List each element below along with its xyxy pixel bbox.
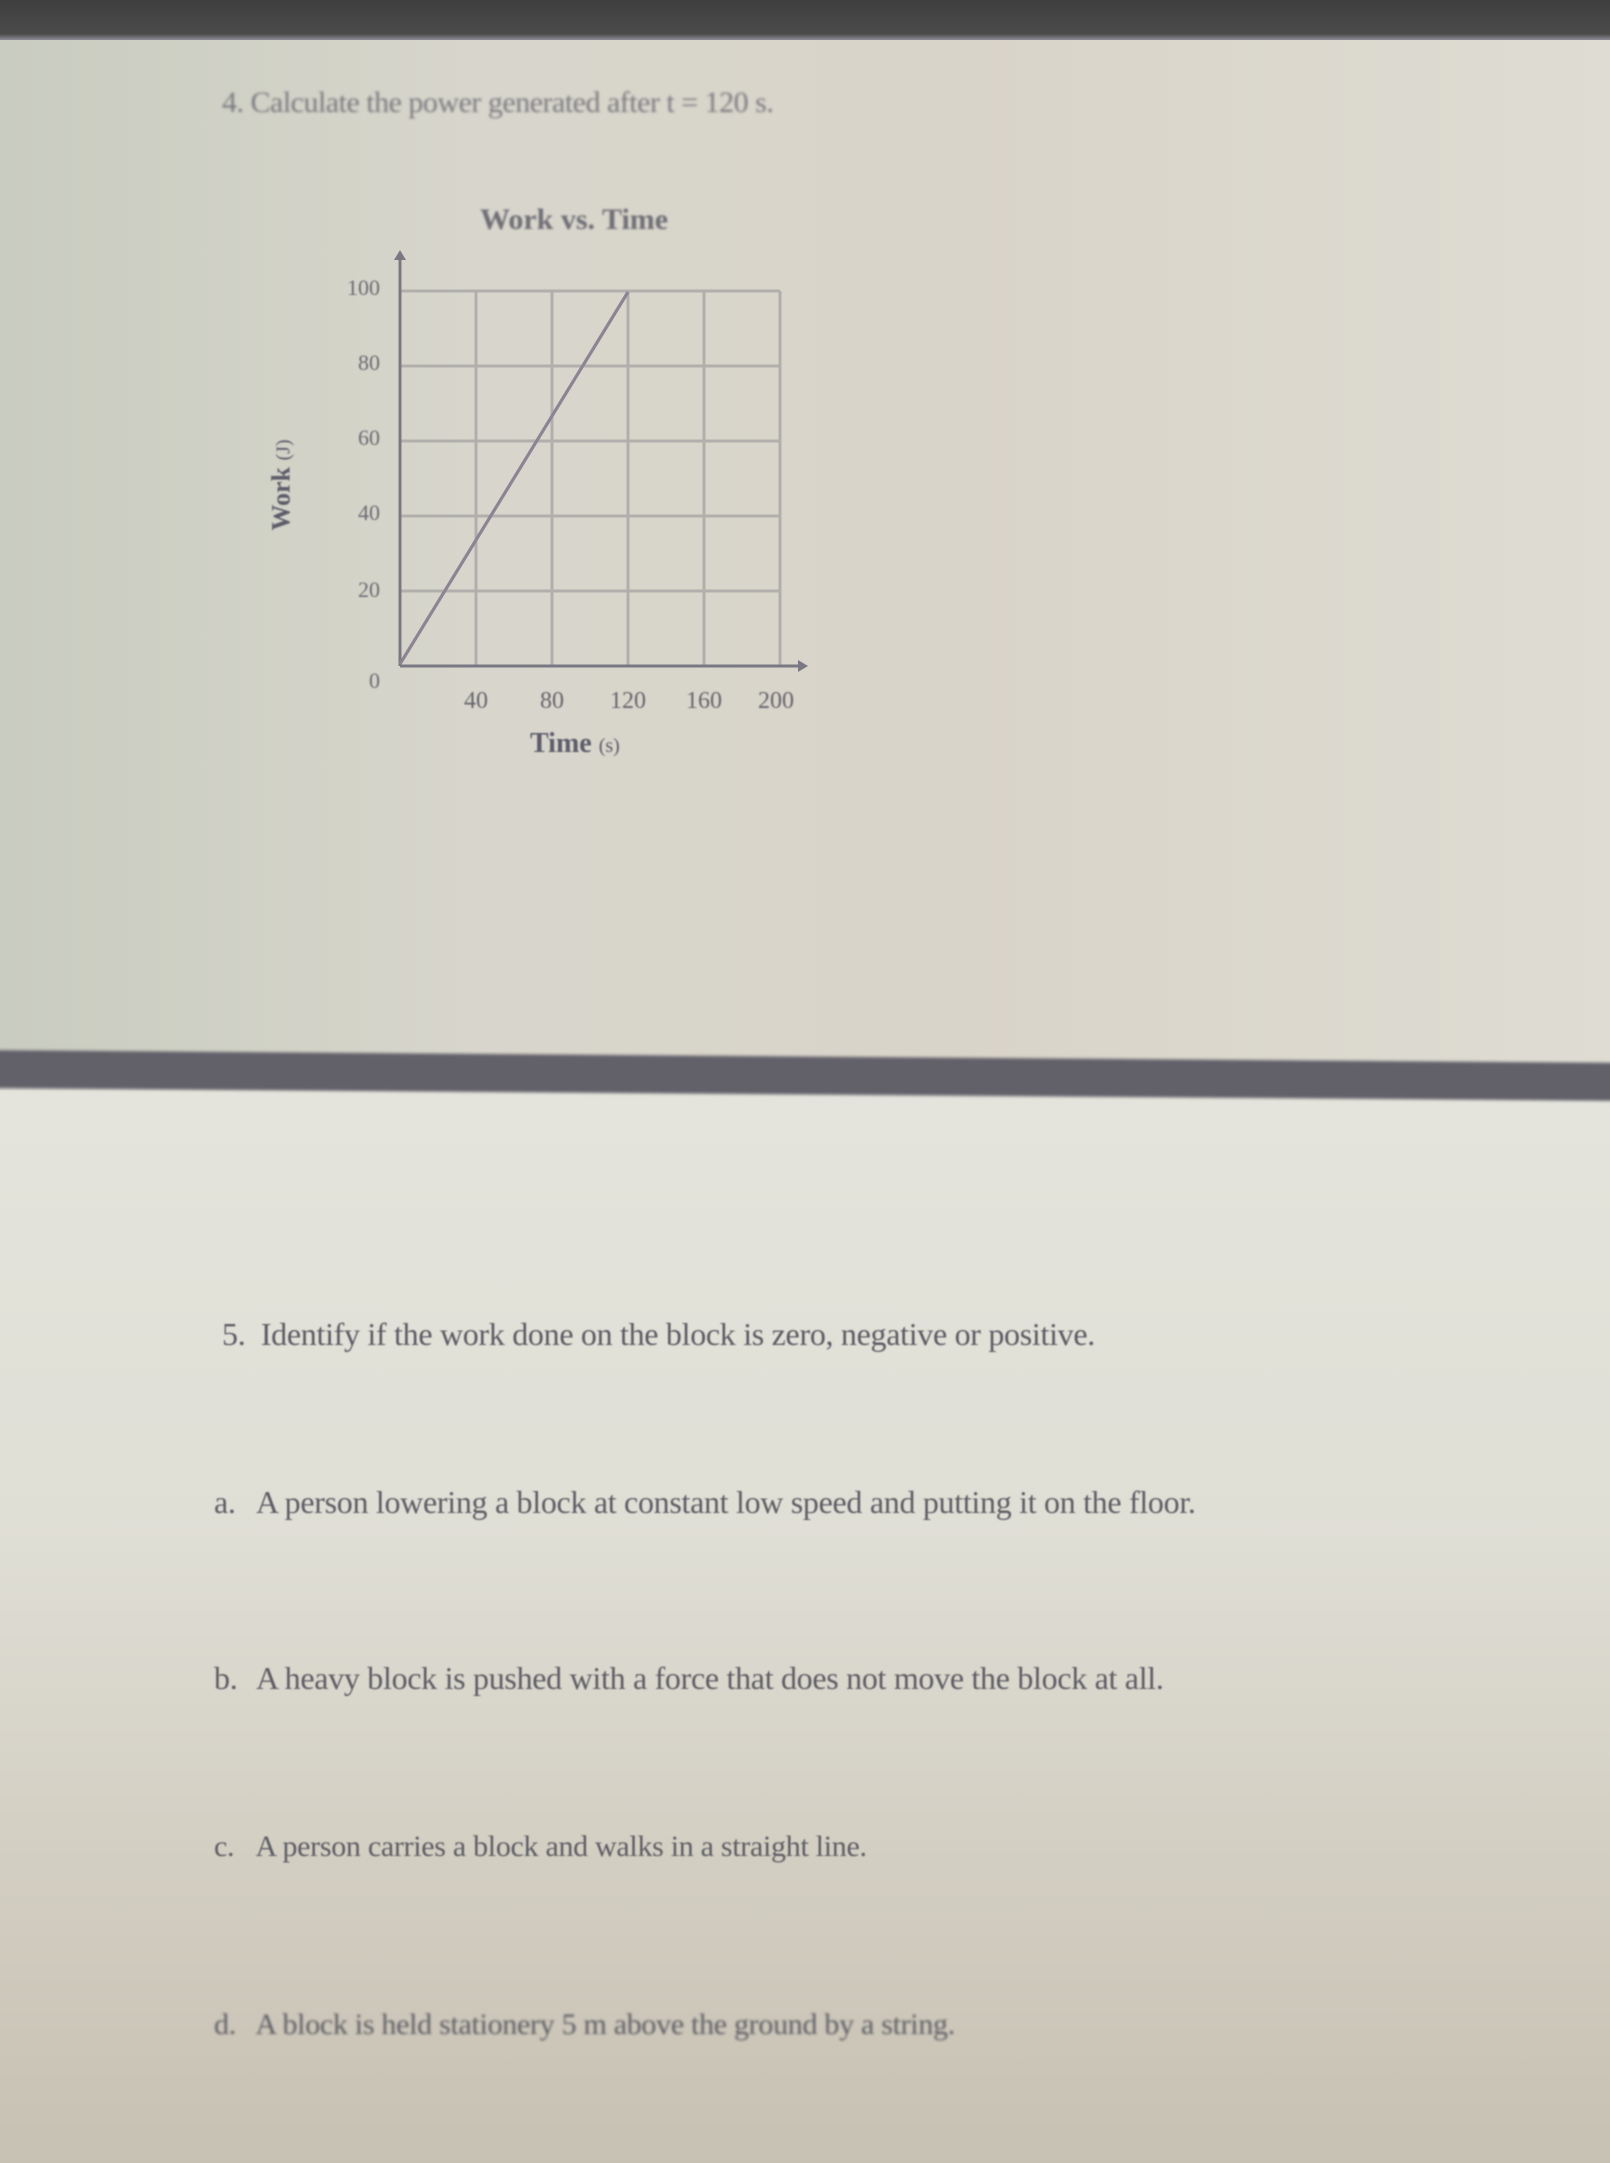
item-text: A block is held stationery 5 m above the ground by a string. bbox=[255, 2008, 955, 2041]
x-tick-120: 120 bbox=[610, 688, 646, 714]
y-tick-60: 60 bbox=[358, 425, 380, 450]
question-5-text: Identify if the work done on the block is zero, negative or positive. bbox=[260, 1316, 1095, 1352]
y-tick-40: 40 bbox=[358, 500, 380, 525]
x-tick-160: 160 bbox=[686, 688, 722, 714]
question-5 bbox=[222, 1316, 1095, 1353]
chart-title: Work vs. Time bbox=[480, 203, 669, 236]
item-label: b. bbox=[214, 1660, 238, 1696]
y-tick-20: 20 bbox=[358, 577, 380, 602]
grid-lines bbox=[400, 291, 780, 666]
work-line bbox=[400, 292, 628, 664]
question-5-item-a bbox=[214, 1484, 1196, 1521]
y-axis-label bbox=[267, 439, 297, 530]
y-tick-0: 0 bbox=[369, 668, 380, 693]
worksheet-page-lower bbox=[0, 1090, 1610, 2163]
item-text: A heavy block is pushed with a force that does not move the block at all. bbox=[255, 1660, 1164, 1696]
x-tick-40: 40 bbox=[464, 688, 488, 714]
axes bbox=[400, 258, 798, 666]
y-axis-unit: (J) bbox=[272, 439, 295, 461]
x-axis-title: Time bbox=[530, 728, 592, 759]
y-tick-100: 100 bbox=[347, 275, 380, 300]
question-5-item-b bbox=[214, 1660, 1164, 1697]
x-axis-label bbox=[530, 728, 620, 760]
question-4-number: 4. bbox=[222, 86, 244, 119]
x-tick-200: 200 bbox=[758, 688, 794, 714]
question-4-text: Calculate the power generated after t = 120 s. bbox=[250, 86, 774, 119]
y-axis-title: Work bbox=[266, 467, 296, 531]
y-tick-80: 80 bbox=[358, 350, 380, 375]
x-axis-unit: (s) bbox=[598, 735, 620, 757]
chart-plot-area bbox=[0, 0, 1610, 800]
y-axis-arrow-icon bbox=[394, 250, 406, 260]
item-label: c. bbox=[214, 1830, 235, 1863]
item-label: a. bbox=[214, 1484, 236, 1520]
x-tick-80: 80 bbox=[540, 688, 564, 714]
question-5-item-c bbox=[214, 1830, 867, 1864]
item-text: A person carries a block and walks in a straight line. bbox=[255, 1830, 867, 1863]
question-5-number: 5. bbox=[222, 1316, 246, 1352]
item-label: d. bbox=[214, 2008, 236, 2041]
question-5-item-d bbox=[214, 2008, 955, 2042]
item-text: A person lowering a block at constant low speed and putting it on the floor. bbox=[255, 1484, 1196, 1520]
x-axis-arrow-icon bbox=[798, 660, 808, 672]
